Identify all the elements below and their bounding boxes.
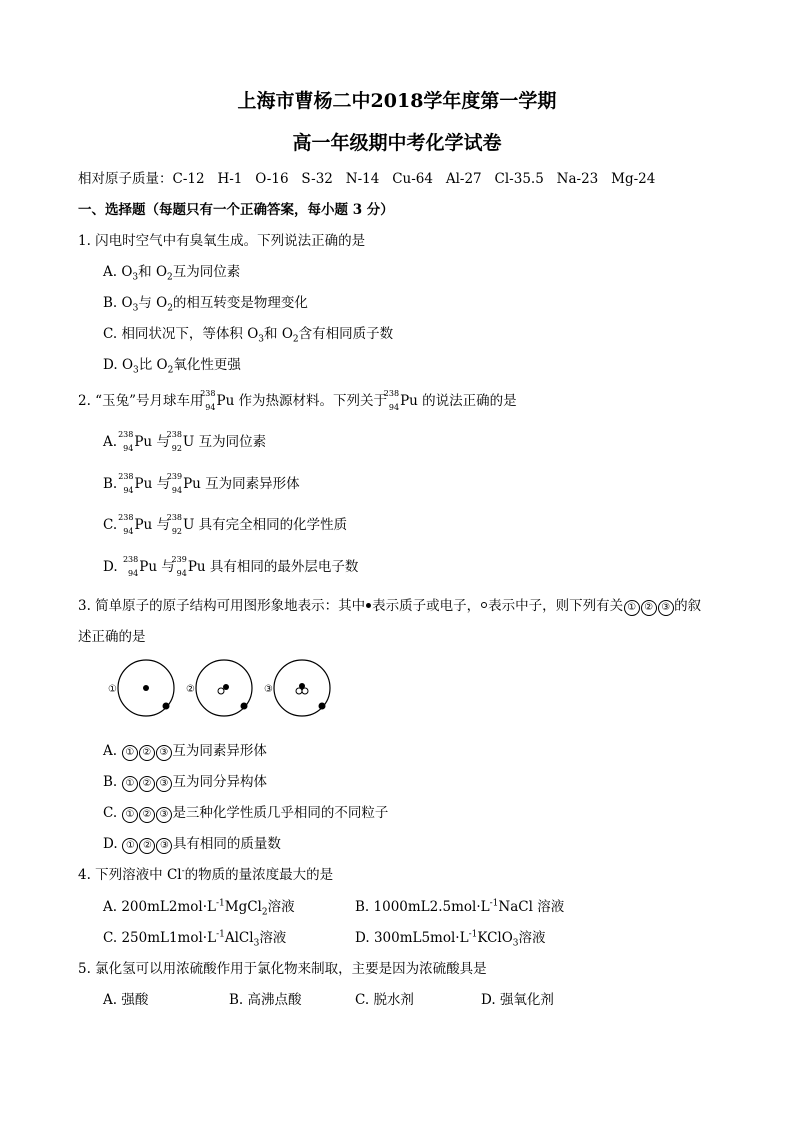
exam-title-line2: 高一年级期中考化学试卷 (292, 132, 502, 154)
isotope-pu238: 238 94 (200, 389, 216, 412)
question-3-stem-line2: 述正确的是 (78, 629, 146, 645)
question-3-stem: 3. 简单原子的原子结构可用图形象地表示：其中 表示质子或电子， 表示中子，则下列有关 ① ② ③ 的叙 (78, 598, 702, 614)
question-2-option-c: C. 238 94 Pu 与 238 92 U 具有完全相同的化学性质 (103, 513, 348, 536)
question-1-option-c: C. 相同状况下，等体积 $O_3$和 $O_2$含有相同质子数 (103, 326, 394, 345)
question-2-option-b: B. 238 94 Pu 与 239 94 Pu 互为同素异形体 (103, 472, 300, 495)
question-1-stem: 1. 闪电时空气中有臭氧生成。下列说法正确的是 (78, 233, 366, 249)
atom-diagram-2 (186, 660, 252, 716)
question-5-option-c: C. 脱水剂 (355, 992, 414, 1008)
question-5-stem: 5. 氯化氢可以用浓硫酸作用于氯化物来制取，主要是因为浓硫酸具是 (78, 961, 487, 977)
question-4-option-a: A. $200mL2mol\cdot L^{-1}MgCl_2$溶液 (103, 898, 295, 918)
question-3-option-c: C. ① ② ③ 是三种化学性质几乎相同的不同粒子 (103, 805, 389, 821)
atom-label-2: ② (186, 684, 195, 695)
question-1-option-a: A. $O_3$和 $O_2$互为同位素 (103, 264, 241, 283)
electron-dot (319, 703, 326, 710)
question-4-option-d: D. $300mL5mol\cdot L^{-1}KClO_3$溶液 (355, 929, 546, 949)
question-2-option-a: A. 238 94 Pu 与 238 92 U 互为同位素 (103, 430, 267, 453)
proton-dot (143, 685, 149, 691)
electron-dot (241, 703, 248, 710)
isotope-pu238: 238 94 (383, 389, 400, 412)
question-5-option-a: A. 强酸 (103, 992, 149, 1008)
question-2-option-d: D. 238 94 Pu 与 239 94 Pu 具有相同的最外层电子数 (103, 555, 359, 578)
neutron-dot (218, 688, 224, 694)
electron-dot (163, 703, 170, 710)
hollow-dot-icon (481, 602, 487, 608)
neutron-dot (302, 688, 308, 694)
question-1-option-d: D. $O_3$比 $O_2$氧化性更强 (103, 357, 241, 376)
question-3-option-a: A. ① ② ③ 互为同素异形体 (103, 743, 267, 759)
question-3-option-b: B. ① ② ③ 互为同分异构体 (103, 774, 268, 790)
question-2-stem: 2. “玉兔”号月球车用 238 94 Pu 作为热源材料。下列关于 238 94 Pu 的说法正确的是 (78, 389, 517, 412)
exam-title-line1: 上海市曹杨二中2018学年度第一学期 (237, 90, 557, 112)
question-5-option-d: D. 强氧化剂 (481, 992, 554, 1008)
question-4-option-b: B. $1000mL2.5mol\cdot L^{-1}NaCl$ 溶液 (355, 898, 565, 915)
question-3-option-d: D. ① ② ③ 具有相同的质量数 (103, 836, 281, 852)
section-heading: 一、选择题（每题只有一个正确答案，每小题 3 分） (78, 202, 394, 218)
atomic-masses: 相对原子质量：C-12 H-1 O-16 S-32 N-14 Cu-64 Al-27 Cl-35.5 Na-23 Mg-24 (78, 171, 656, 187)
atom-diagrams (100, 655, 360, 725)
filled-dot-icon (366, 603, 371, 608)
question-5-option-b: B. 高沸点酸 (229, 992, 302, 1008)
atom-label-1: ① (108, 684, 117, 695)
question-1-option-b: B. $O_3$与 $O_2$的相互转变是物理变化 (103, 295, 308, 314)
question-4-stem: 4. 下列溶液中 Cl-的物质的量浓度最大的是 (78, 866, 334, 883)
atom-label-3: ③ (264, 684, 273, 695)
atom-diagram-1 (108, 660, 174, 716)
atom-diagram-3 (264, 660, 330, 716)
question-4-option-c: C. $250mL1mol\cdot L^{-1}AlCl_3$溶液 (103, 929, 287, 949)
neutron-dot (296, 688, 302, 694)
